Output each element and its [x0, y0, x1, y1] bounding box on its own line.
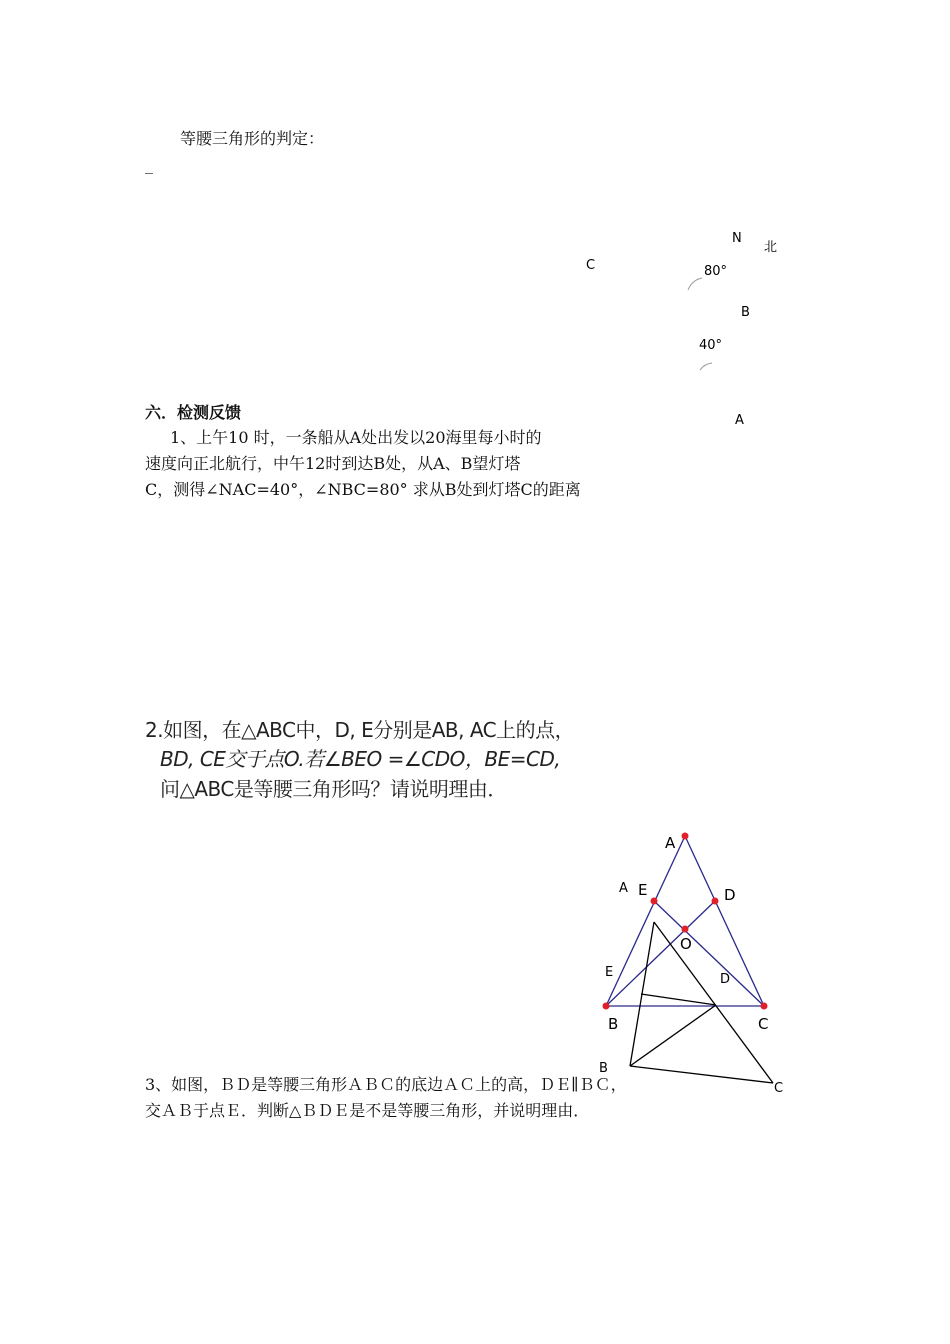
fig1-label-a: A [735, 413, 744, 428]
fig1-label-c: C [586, 258, 596, 273]
dash-mark: _ [145, 155, 153, 174]
fig1-label-b: B [741, 305, 750, 320]
fig2-label-o: O [680, 935, 692, 953]
q1-line2: 速度向正北航行，中午12时到达B处，从A、B望灯塔 [145, 454, 521, 473]
q2-line2: BD, CE交于点O.若∠BEO =∠CDO，BE=CD, [160, 747, 561, 771]
fig3-height-bd [630, 1005, 716, 1066]
fig2-label-a: A [665, 834, 676, 852]
q2-line1: 2.如图，在△ABC中，D, E分别是AB, AC上的点， [145, 718, 575, 742]
figure2-points [603, 833, 768, 1010]
fig2-point-d [712, 898, 719, 905]
q1-line3: C，测得∠NAC=40°，∠NBC=80° 求从B处到灯塔C的距离 [145, 480, 581, 499]
fig2-label-e: E [638, 881, 648, 899]
fig1-angle-80: 80° [704, 264, 728, 279]
fig2-side-ab [606, 836, 685, 1006]
fig3-label-b: B [599, 1061, 608, 1076]
fig2-point-a [682, 833, 689, 840]
q3-line2: 交ＡＢ于点Ｅ．判断△ＢＤＥ是不是等腰三角形，并说明理由． [145, 1101, 590, 1120]
fig3-label-d: D [720, 972, 731, 987]
q1-line1: 1、上午10 时，一条船从A处出发以20海里每小时的 [170, 428, 542, 447]
fig2-cevian-bd [606, 901, 715, 1006]
fig1-label-n: N [732, 231, 742, 246]
fig3-label-e: E [605, 965, 614, 980]
q2-line3: 问△ABC是等腰三角形吗？请说明理由． [160, 777, 507, 801]
fig2-point-o [682, 926, 689, 933]
fig2-cevian-ce [654, 901, 764, 1006]
fig2-point-e [651, 898, 658, 905]
section6-heading: 六．检测反馈 [145, 403, 242, 422]
fig2-point-c [761, 1003, 768, 1010]
q3-line1: 3、如图，ＢＤ是等腰三角形ＡＢＣ的底边ＡＣ上的高，ＤＥ∥ＢＣ， [145, 1075, 627, 1094]
section-title: 等腰三角形的判定： [180, 129, 325, 148]
fig2-label-c: C [758, 1015, 769, 1033]
fig1-label-north: 北 [764, 240, 778, 255]
fig3-side-ac [654, 922, 773, 1083]
fig3-side-bc [630, 1066, 773, 1083]
fig2-point-b [603, 1003, 610, 1010]
fig3-segment-de [641, 994, 716, 1005]
fig3-label-c: C [774, 1081, 784, 1096]
fig1-angle-40: 40° [699, 338, 723, 353]
figure2-triangle [606, 836, 764, 1006]
fig2-label-b: B [608, 1015, 619, 1033]
fig3-label-a: A [619, 881, 628, 896]
fig2-label-d: D [724, 886, 736, 904]
